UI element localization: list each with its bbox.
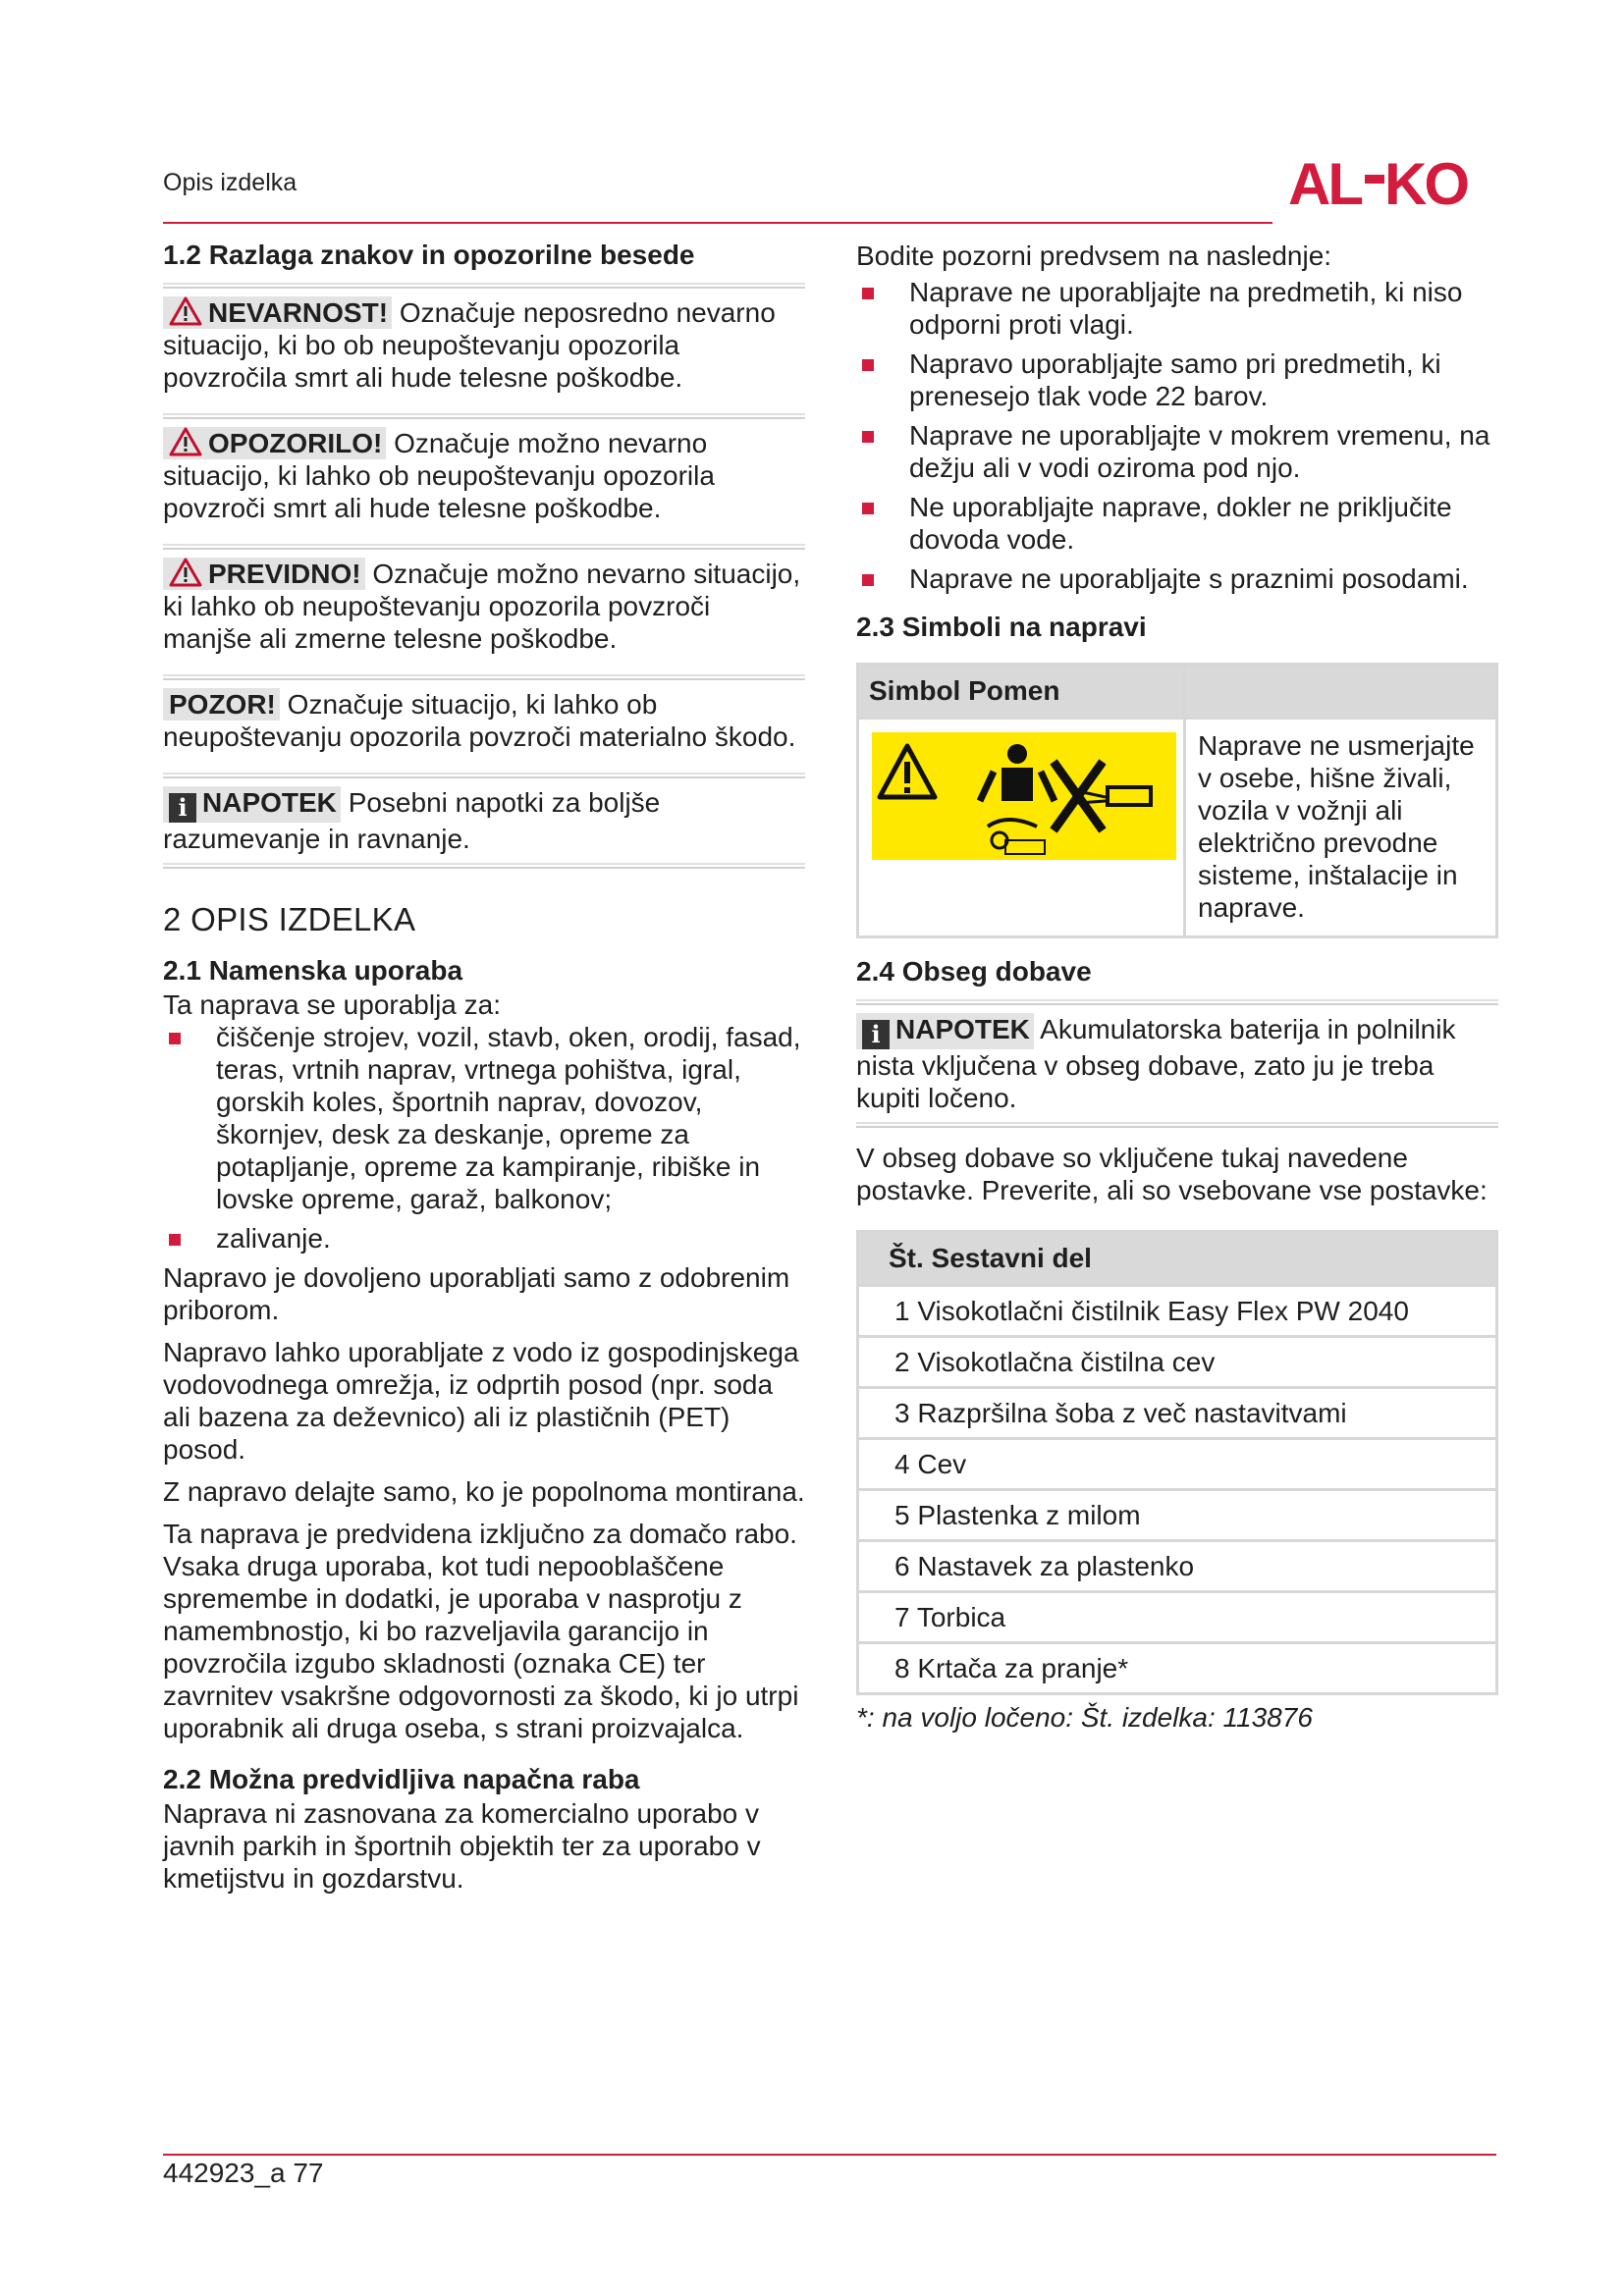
- right-column: [856, 238, 1498, 1734]
- signal-nevarnost: [163, 283, 805, 403]
- list-item: Naprave ne uporabljajte s praznimi posodami.: [856, 562, 1498, 595]
- usage-list: [163, 1021, 805, 1255]
- signal-text-opozorilo: Označuje možno nevarno situacijo, ki lahko ob neupoštevanju opozorila povzroči smrt ali hude telesne poškodbe.: [163, 428, 715, 523]
- signal-napotek: [163, 773, 805, 879]
- left-column: [163, 238, 805, 1895]
- svg-text:AL: AL: [1288, 155, 1361, 210]
- signal-text-nevarnost: Označuje neposredno nevarno situacijo, ki bo ob neupoštevanju opozorila povzročila smrt ali hude telesne poškodbe.: [163, 297, 776, 393]
- svg-text:KO: KO: [1384, 155, 1467, 210]
- section-2-4-title: 2.4 Obseg dobave: [856, 956, 1092, 987]
- signal-text-napotek: Posebni napotki za boljše razumevanje in ravnanje.: [163, 787, 661, 854]
- signal-word-pozor: POZOR!: [163, 688, 280, 721]
- warning-triangle-icon: [169, 558, 202, 587]
- table-row: 4 Cev: [858, 1439, 1497, 1490]
- list-item: zalivanje.: [163, 1222, 805, 1255]
- list-item: Napravo uporabljajte samo pri predmetih, ki prenesejo tlak vode 22 barov.: [856, 347, 1498, 412]
- signal-word-napotek: i NAPOTEK: [163, 786, 341, 823]
- section-2-title: 2 OPIS IZDELKA: [163, 901, 416, 937]
- signal-previdno: [163, 544, 805, 665]
- paragraph: Napravo je dovoljeno uporabljati samo z odobrenim priborom.: [163, 1262, 790, 1325]
- symbol-table: [856, 663, 1498, 938]
- list-item: Ne uporabljajte naprave, dokler ne priključite dovoda vode.: [856, 491, 1498, 556]
- signal-text-napotek: Akumulatorska baterija in polnilnik nista vključena v obseg dobave, zato ju je treba kupiti ločeno.: [856, 1014, 1456, 1113]
- paragraph: Naprava ni zasnovana za komercialno uporabo v javnih parkih in športnih objektih ter za uporabo v kmetijstvu in gozdarstvu.: [163, 1798, 761, 1894]
- info-icon: i: [169, 793, 196, 823]
- signal-text-previdno: Označuje možno nevarno situacijo, ki lahko ob neupoštevanju opozorila povzroči manjše ali zmerne telesne poškodbe.: [163, 559, 801, 654]
- footnote: *: na voljo ločeno: Št. izdelka: 113876: [856, 1702, 1313, 1733]
- section-2-1-intro: Ta naprava se uporablja za:: [163, 989, 501, 1020]
- signal-napotek-delivery: [856, 999, 1498, 1138]
- paragraph: Napravo lahko uporabljate z vodo iz gospodinjskega vodovodnega omrežja, iz odprtih posod (npr. soda ali bazena za deževnico) ali iz plastičnih (PET) posod.: [163, 1337, 799, 1465]
- no-spray-at-people-icon: [872, 732, 1176, 860]
- section-1-2-title: 1.2 Razlaga znakov in opozorilne besede: [163, 240, 695, 270]
- page-footer: 442923_a 77: [163, 2158, 324, 2188]
- signal-word-napotek: i NAPOTEK: [856, 1013, 1034, 1049]
- section-2-3-title: 2.3 Simboli na napravi: [856, 612, 1147, 642]
- signal-word-previdno: PREVIDNO!: [163, 558, 365, 590]
- signal-word-opozorilo: OPOZORILO!: [163, 427, 386, 459]
- alko-logo: [1288, 155, 1496, 210]
- signal-pozor: [163, 674, 805, 763]
- list-item: čiščenje strojev, vozil, stavb, oken, orodij, fasad, teras, vrtnih naprav, vrtnega pohištva, igral, gorskih koles, športnih naprav, dovozov, škornjev, desk za deskanje, opreme za potapljanje, opreme za kampiranje, ribiške in lovske opreme, garaž, balkonov;: [163, 1021, 805, 1215]
- table-row: 6 Nastavek za plastenko: [858, 1541, 1497, 1592]
- parts-table-header: Št. Sestavni del: [858, 1232, 1497, 1286]
- page-header-title: Opis izdelka: [163, 169, 298, 196]
- signal-word-nevarnost: NEVARNOST!: [163, 296, 392, 329]
- paragraph: V obseg dobave so vključene tukaj navedene postavke. Preverite, ali so vsebovane vse postavke:: [856, 1143, 1488, 1205]
- symbol-meaning: Naprave ne usmerjajte v osebe, hišne živali, vozila v vožnji ali električno prevodne sisteme, inštalacije in naprave.: [1185, 719, 1497, 937]
- table-row: 2 Visokotlačna čistilna cev: [858, 1337, 1497, 1388]
- symbol-cell: [858, 719, 1185, 937]
- symbol-table-header: Simbol Pomen: [858, 665, 1185, 719]
- symbol-table-header-empty: [1185, 665, 1497, 719]
- attention-list: [856, 276, 1498, 595]
- table-row: 8 Krtača za pranje*: [858, 1643, 1497, 1694]
- signal-text-pozor: Označuje situacijo, ki lahko ob neupoštevanju opozorila povzroči materialno škodo.: [163, 689, 796, 752]
- table-row: 3 Razpršilna šoba z več nastavitvami: [858, 1388, 1497, 1439]
- list-item: Naprave ne uporabljajte v mokrem vremenu, na dežju ali v vodi oziroma pod njo.: [856, 419, 1498, 484]
- section-2-1-title: 2.1 Namenska uporaba: [163, 955, 463, 986]
- parts-table: [856, 1230, 1498, 1695]
- signal-opozorilo: [163, 413, 805, 534]
- paragraph: Z napravo delajte samo, ko je popolnoma montirana.: [163, 1476, 805, 1507]
- table-row: 7 Torbica: [858, 1592, 1497, 1643]
- table-row: 1 Visokotlačni čistilnik Easy Flex PW 2040: [858, 1286, 1497, 1337]
- warning-triangle-icon: [169, 296, 202, 326]
- table-row: 5 Plastenka z milom: [858, 1490, 1497, 1541]
- info-icon: i: [862, 1020, 890, 1049]
- paragraph: Ta naprava je predvidena izključno za domačo rabo. Vsaka druga uporaba, kot tudi nepooblaščene spremembe in dodatki, je uporaba v nasprotju z namembnostjo, ki bo razveljavila garancijo in povzročila izgubo skladnosti (oznaka CE) ter zavrnitev vsakršne odgovornosti za škodo, ki jo utrpi uporabnik ali druga oseba, s strani proizvajalca.: [163, 1519, 799, 1743]
- footer-divider: [163, 2154, 1496, 2156]
- header-divider: [163, 222, 1272, 224]
- warning-triangle-icon: [169, 427, 202, 456]
- section-2-2-title: 2.2 Možna predvidljiva napačna raba: [163, 1764, 640, 1794]
- attention-intro: Bodite pozorni predvsem na naslednje:: [856, 240, 1332, 271]
- list-item: Naprave ne uporabljajte na predmetih, ki niso odporni proti vlagi.: [856, 276, 1498, 341]
